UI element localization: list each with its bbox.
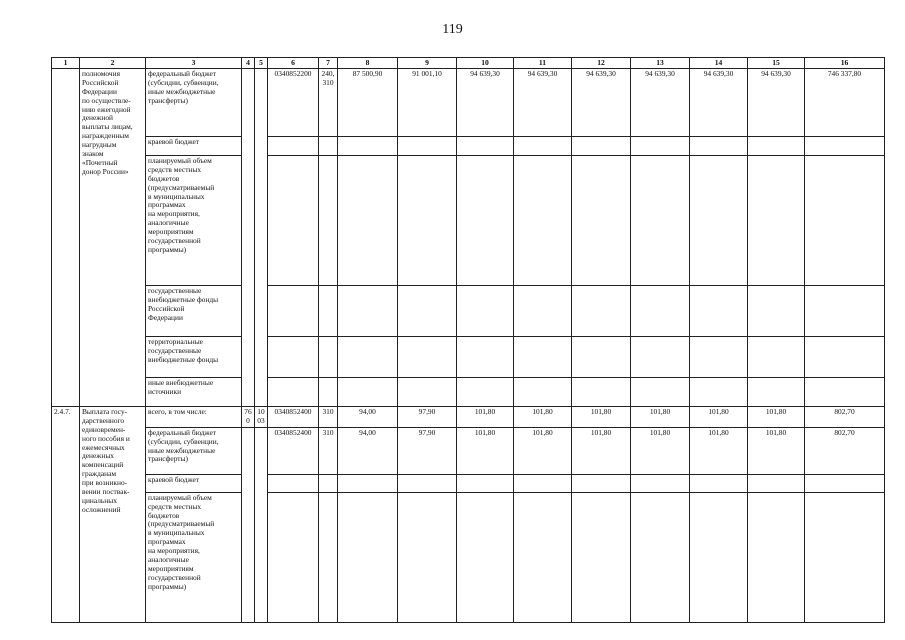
funding-source-cell: краевой бюджет [146,474,242,492]
value-cell: 101,80 [748,407,805,428]
value-cell: 94 639,30 [572,69,631,137]
value-cell: 101,80 [690,427,748,474]
csr-cell: 0340852400 [268,407,319,428]
column-header: 4 [242,58,255,69]
table-row [52,137,885,156]
table-row [52,156,885,286]
table-row [52,378,885,407]
value-cell: 94 639,30 [457,69,514,137]
funding-source-cell: федеральный бюджет (субсидии, субвенции, иные межбюджетные трансферты) [146,427,242,474]
item-number-cell: 2.4.7. [52,407,80,623]
value-cell: 94,00 [338,407,398,428]
value-cell: 97,90 [398,407,457,428]
table-row [52,69,885,137]
table-row [52,407,885,428]
vr-cell: 310 [319,407,338,428]
column-header: 1 [52,58,80,69]
rzpr-cell: 1003 [255,407,268,428]
value-cell: 91 001,10 [398,69,457,137]
item-name-cell: Выплата госу- дарственного единовремен- ного пособия и ежемесячных денежных компенсаций гражданам при возникно- вении поствак- цинальных осложнений [80,407,146,623]
vr-cell: 310 [319,427,338,474]
funding-source-cell: территориальные государственные внебюджетные фонды [146,337,242,378]
table-row [52,492,885,622]
value-cell: 94 639,30 [690,69,748,137]
value-cell: 94,00 [338,427,398,474]
csr-cell: 0340852400 [268,427,319,474]
value-cell: 94 639,30 [514,69,572,137]
value-cell: 101,80 [457,427,514,474]
table-row [52,337,885,378]
value-cell: 802,70 [805,407,885,428]
vr-cell: 240, 310 [319,69,338,137]
column-header: 10 [457,58,514,69]
value-cell: 746 337,80 [805,69,885,137]
item-name-cell: полномочия Российской Федерации по осуществле- нию ежегодной денежной выплаты лицам, награжденным нагрудным знаком «Почетный донор России» [80,69,146,407]
value-cell: 101,80 [514,407,572,428]
column-header: 16 [805,58,885,69]
funding-source-cell: краевой бюджет [146,137,242,156]
value-cell: 94 639,30 [748,69,805,137]
column-header-row [52,58,885,69]
grbs-cell [242,427,255,622]
table-row [52,427,885,474]
value-cell: 101,80 [631,427,690,474]
funding-source-cell: государственные внебюджетные фонды Российской Федерации [146,286,242,337]
column-header: 13 [631,58,690,69]
value-cell: 101,80 [690,407,748,428]
funding-source-cell: всего, в том числе: [146,407,242,428]
grbs-cell [242,69,255,407]
budget-table [51,57,885,623]
item-number-cell [52,69,80,407]
rzpr-cell [255,69,268,407]
column-header: 8 [338,58,398,69]
column-header: 3 [146,58,242,69]
funding-source-cell: планируемый объем средств местных бюджетов (предусматриваемый в муниципальных программах на мероприятия, аналогичные мероприятиям государственной программы) [146,156,242,286]
column-header: 2 [80,58,146,69]
column-header: 14 [690,58,748,69]
value-cell: 94 639,30 [631,69,690,137]
value-cell: 101,80 [457,407,514,428]
page-number: 119 [442,22,463,37]
value-cell: 87 500,90 [338,69,398,137]
column-header: 6 [268,58,319,69]
value-cell: 101,80 [748,427,805,474]
value-cell: 802,70 [805,427,885,474]
column-header: 11 [514,58,572,69]
grbs-cell: 760 [242,407,255,428]
table-row [52,474,885,492]
value-cell: 101,80 [572,407,631,428]
column-header: 7 [319,58,338,69]
funding-source-cell: иные внебюджетные источники [146,378,242,407]
table-row [52,286,885,337]
column-header: 5 [255,58,268,69]
funding-source-cell: федеральный бюджет (субсидии, субвенции, иные межбюджетные трансферты) [146,69,242,137]
value-cell: 97,90 [398,427,457,474]
column-header: 15 [748,58,805,69]
value-cell: 101,80 [631,407,690,428]
column-header: 12 [572,58,631,69]
value-cell: 101,80 [514,427,572,474]
value-cell: 101,80 [572,427,631,474]
rzpr-cell [255,427,268,622]
csr-cell: 0340852200 [268,69,319,137]
funding-source-cell: планируемый объем средств местных бюджетов (предусматриваемый в муниципальных программах на мероприятия, аналогичные мероприятиям государственной программы) [146,492,242,622]
column-header: 9 [398,58,457,69]
